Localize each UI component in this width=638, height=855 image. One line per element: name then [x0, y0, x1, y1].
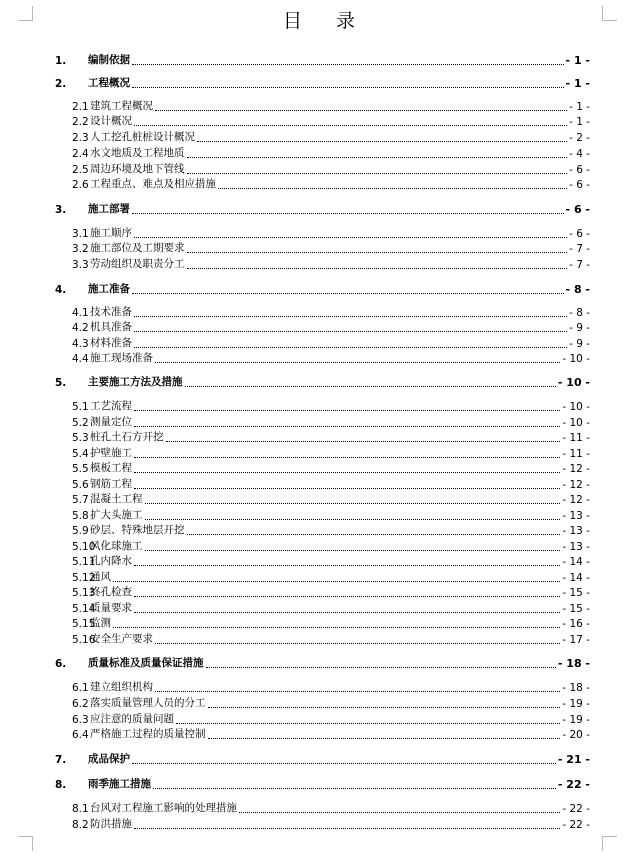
toc-entry-label: 混凝土工程: [90, 493, 143, 505]
dot-leader: [208, 697, 560, 708]
toc-entry-number: 3.3: [72, 259, 89, 271]
toc-entry[interactable]: [0, 161, 638, 177]
toc-entry-number: 8.2: [72, 819, 89, 831]
toc-entry-label: 扩大头施工: [90, 509, 143, 521]
dot-leader: [145, 540, 560, 551]
toc-entry-page: - 6 -: [569, 179, 590, 191]
toc-entry[interactable]: [0, 615, 638, 631]
toc-entry-number: 4.1: [72, 307, 89, 319]
toc-entry-page: - 8 -: [569, 307, 590, 319]
toc-entry-page: - 18 -: [557, 657, 590, 670]
dot-leader: [132, 283, 564, 294]
toc-entry-number: 6.2: [72, 698, 89, 710]
toc-entry-page: - 16 -: [562, 618, 590, 630]
toc-entry-page: - 14 -: [562, 556, 590, 568]
toc-entry-label: 护壁施工: [90, 447, 132, 459]
toc-entry-page: - 12 -: [562, 494, 590, 506]
dot-leader: [132, 753, 556, 764]
toc-entry-page: - 11 -: [562, 448, 590, 460]
toc-entry-number: 4.2: [72, 322, 89, 334]
toc-entry-label: 风化球施工: [90, 540, 143, 552]
toc-entry-page: - 1 -: [569, 116, 590, 128]
dot-leader: [134, 602, 560, 613]
dot-leader: [134, 555, 560, 566]
toc-entry-label: 终孔检查: [90, 586, 132, 598]
dot-leader: [134, 400, 560, 411]
toc-entry-page: - 22 -: [557, 778, 590, 791]
toc-entry[interactable]: [0, 584, 638, 600]
dot-leader: [155, 681, 560, 692]
dot-leader: [155, 352, 560, 363]
toc-entry-number: 4.: [55, 284, 67, 296]
toc-entry-label: 监测: [90, 617, 111, 629]
toc-entry[interactable]: [0, 507, 638, 523]
toc-entry[interactable]: [0, 414, 638, 430]
toc-entry-label: 砂层、特殊地层开挖: [90, 524, 185, 536]
toc-entry-label: 人工挖孔桩桩设计概况: [90, 131, 195, 143]
toc-entry-number: 8.: [55, 779, 67, 791]
dot-leader: [134, 416, 560, 427]
toc-entry[interactable]: [0, 553, 638, 569]
toc-entry-number: 3.2: [72, 243, 89, 255]
toc-entry-number: 5.8: [72, 510, 89, 522]
toc-entry-number: 2.6: [72, 179, 89, 191]
toc-entry-number: 1.: [55, 55, 67, 67]
toc-entry-page: - 6 -: [569, 164, 590, 176]
toc-entry-number: 3.: [55, 204, 67, 216]
toc-entry-number: 5.9: [72, 525, 89, 537]
toc-entry[interactable]: [0, 113, 638, 129]
toc-entry-page: - 13 -: [562, 525, 590, 537]
toc-entry-label: 钢筋工程: [90, 478, 132, 490]
toc-entry-page: - 12 -: [562, 479, 590, 491]
toc-entry-page: - 10 -: [562, 401, 590, 413]
toc-entry-page: - 10 -: [562, 417, 590, 429]
dot-leader: [113, 571, 560, 582]
toc-entry-number: 2.5: [72, 164, 89, 176]
toc-entry-page: - 13 -: [562, 541, 590, 553]
dot-leader: [113, 617, 560, 628]
toc-entry-page: - 6 -: [569, 228, 590, 240]
toc-entry-number: 5.5: [72, 463, 89, 475]
toc-entry-number: 5.16: [72, 634, 96, 646]
toc-entry-page: - 13 -: [562, 510, 590, 522]
toc-entry-label: 材料准备: [90, 337, 132, 349]
toc-entry-number: 5.4: [72, 448, 89, 460]
toc-entry-page: - 22 -: [562, 803, 590, 815]
dot-leader: [187, 242, 567, 253]
toc-entry[interactable]: [0, 75, 638, 91]
toc-entry[interactable]: [0, 655, 638, 671]
toc-entry[interactable]: [0, 445, 638, 461]
dot-leader: [155, 100, 567, 111]
dot-leader: [132, 54, 564, 65]
toc-entry-number: 5.6: [72, 479, 89, 491]
toc-entry[interactable]: [0, 569, 638, 585]
toc-entry-page: - 17 -: [562, 634, 590, 646]
toc-entry-label: 编制依据: [88, 54, 130, 66]
toc-entry[interactable]: [0, 751, 638, 767]
toc-entry[interactable]: [0, 335, 638, 351]
toc-entry[interactable]: [0, 679, 638, 695]
toc-entry[interactable]: [0, 491, 638, 507]
toc-entry-number: 2.3: [72, 132, 89, 144]
toc-entry-label: 工程重点、难点及相应措施: [90, 178, 216, 190]
toc-entry-label: 建筑工程概况: [90, 100, 153, 112]
toc-entry-label: 台风对工程施工影响的处理措施: [90, 802, 237, 814]
toc-entry-label: 落实质量管理人员的分工: [90, 697, 206, 709]
toc-entry-label: 雨季施工措施: [88, 778, 151, 790]
dot-leader: [134, 462, 560, 473]
toc-entry-label: 通风: [90, 571, 111, 583]
toc-entry[interactable]: [0, 726, 638, 742]
toc-entry[interactable]: [0, 240, 638, 256]
toc-entry-label: 桩孔土石方开挖: [90, 431, 164, 443]
dot-leader: [134, 818, 560, 829]
toc-entry-page: - 1 -: [569, 101, 590, 113]
toc-entry[interactable]: [0, 225, 638, 241]
toc-entry-page: - 1 -: [565, 77, 590, 90]
dot-leader: [153, 778, 556, 789]
toc-entry-number: 2.4: [72, 148, 89, 160]
toc-entry[interactable]: [0, 538, 638, 554]
toc-entry-label: 孔内降水: [90, 555, 132, 567]
toc-entry-page: - 20 -: [562, 729, 590, 741]
toc-entry[interactable]: [0, 460, 638, 476]
toc-entry-label: 工艺流程: [90, 400, 132, 412]
toc-entry[interactable]: [0, 304, 638, 320]
dot-leader: [187, 147, 567, 158]
toc-entry-label: 应注意的质量问题: [90, 713, 174, 725]
toc-entry-page: - 10 -: [557, 376, 590, 389]
toc-entry-page: - 7 -: [569, 259, 590, 271]
toc-entry-number: 5.13: [72, 587, 96, 599]
toc-entry-number: 6.3: [72, 714, 89, 726]
dot-leader: [134, 321, 567, 332]
toc-entry-label: 设计概况: [90, 115, 132, 127]
toc-entry-label: 测量定位: [90, 416, 132, 428]
toc-entry-number: 5.: [55, 377, 67, 389]
dot-leader: [208, 728, 560, 739]
dot-leader: [134, 115, 567, 126]
toc-entry-label: 机具准备: [90, 321, 132, 333]
toc-entry-number: 2.1: [72, 101, 89, 113]
dot-leader: [134, 478, 560, 489]
dot-leader: [176, 713, 560, 724]
toc-entry-page: - 22 -: [562, 819, 590, 831]
toc-entry-page: - 4 -: [569, 148, 590, 160]
toc-entry-page: - 8 -: [565, 283, 590, 296]
toc-entry-number: 6.1: [72, 682, 89, 694]
dot-leader: [187, 524, 560, 535]
toc-entry-number: 4.3: [72, 338, 89, 350]
toc-entry-number: 2.: [55, 78, 67, 90]
toc-entry-page: - 18 -: [562, 682, 590, 694]
toc-entry[interactable]: [0, 52, 638, 68]
toc-entry-label: 周边环境及地下管线: [90, 163, 185, 175]
dot-leader: [187, 258, 567, 269]
toc-entry-number: 5.11: [72, 556, 96, 568]
toc-entry[interactable]: [0, 98, 638, 114]
dot-leader: [134, 227, 567, 238]
toc-entry[interactable]: [0, 129, 638, 145]
toc-entry-number: 4.4: [72, 353, 89, 365]
toc-entry[interactable]: [0, 350, 638, 366]
toc-entry[interactable]: [0, 631, 638, 647]
dot-leader: [132, 77, 564, 88]
toc-entry[interactable]: [0, 800, 638, 816]
toc-entry-number: 5.2: [72, 417, 89, 429]
toc-entry-number: 6.: [55, 658, 67, 670]
toc-entry-number: 2.2: [72, 116, 89, 128]
dot-leader: [155, 633, 560, 644]
toc-entry-number: 7.: [55, 754, 67, 766]
toc-entry-label: 施工现场准备: [90, 352, 153, 364]
dot-leader: [239, 802, 560, 813]
toc-entry-page: - 1 -: [565, 54, 590, 67]
toc-entry-number: 8.1: [72, 803, 89, 815]
toc-entry[interactable]: [0, 522, 638, 538]
toc-entry-label: 防洪措施: [90, 818, 132, 830]
toc-entry-page: - 9 -: [569, 338, 590, 350]
toc-entry[interactable]: [0, 600, 638, 616]
toc-entry[interactable]: [0, 398, 638, 414]
toc-entry-label: 质量标准及质量保证措施: [88, 657, 204, 669]
toc-entry-label: 工程概况: [88, 77, 130, 89]
toc-entry-number: 6.4: [72, 729, 89, 741]
toc-entry[interactable]: [0, 476, 638, 492]
toc-entry[interactable]: [0, 695, 638, 711]
dot-leader: [187, 163, 567, 174]
toc-entry-number: 3.1: [72, 228, 89, 240]
toc-entry[interactable]: [0, 374, 638, 390]
dot-leader: [132, 203, 564, 214]
toc-entry-page: - 6 -: [565, 203, 590, 216]
toc-entry-label: 施工准备: [88, 283, 130, 295]
toc-entry-page: - 19 -: [562, 714, 590, 726]
toc-entry-number: 5.1: [72, 401, 89, 413]
toc-entry[interactable]: [0, 256, 638, 272]
toc-entry-page: - 12 -: [562, 463, 590, 475]
dot-leader: [134, 337, 567, 348]
toc-entry[interactable]: [0, 429, 638, 445]
dot-leader: [218, 178, 567, 189]
toc-entry-label: 安全生产要求: [90, 633, 153, 645]
toc-entry[interactable]: [0, 281, 638, 297]
toc-entry-number: 5.10: [72, 541, 96, 553]
toc-entry-label: 劳动组织及职责分工: [90, 258, 185, 270]
toc-entry-label: 水文地质及工程地质: [90, 147, 185, 159]
toc-entry-label: 质量要求: [90, 602, 132, 614]
toc-entry-page: - 19 -: [562, 698, 590, 710]
toc-entry-page: - 21 -: [557, 753, 590, 766]
toc-entry-label: 建立组织机构: [90, 681, 153, 693]
toc-entry-label: 施工顺序: [90, 227, 132, 239]
toc-entry-label: 模板工程: [90, 462, 132, 474]
toc-entry[interactable]: [0, 176, 638, 192]
dot-leader: [185, 376, 556, 387]
page-title: 目 录: [282, 10, 370, 32]
toc-entry-label: 施工部署: [88, 203, 130, 215]
toc-entry-number: 5.14: [72, 603, 96, 615]
toc-entry-number: 5.7: [72, 494, 89, 506]
toc-entry-page: - 7 -: [569, 243, 590, 255]
toc-entry[interactable]: [0, 711, 638, 727]
dot-leader: [134, 586, 560, 597]
dot-leader: [145, 509, 560, 520]
toc-entry[interactable]: [0, 201, 638, 217]
toc-entry-number: 5.12: [72, 572, 96, 584]
toc-entry-page: - 15 -: [562, 587, 590, 599]
toc-entry-page: - 15 -: [562, 603, 590, 615]
toc-entry-page: - 9 -: [569, 322, 590, 334]
dot-leader: [145, 493, 560, 504]
toc-entry[interactable]: [0, 319, 638, 335]
toc-entry[interactable]: [0, 776, 638, 792]
toc-entry-label: 技术准备: [90, 306, 132, 318]
toc-entry-page: - 2 -: [569, 132, 590, 144]
dot-leader: [134, 447, 560, 458]
toc-entry-page: - 10 -: [562, 353, 590, 365]
toc-entry[interactable]: [0, 145, 638, 161]
toc-entry-label: 施工部位及工期要求: [90, 242, 185, 254]
toc-entry-page: - 14 -: [562, 572, 590, 584]
dot-leader: [134, 306, 567, 317]
toc-entry[interactable]: [0, 816, 638, 832]
toc-entry-label: 主要施工方法及措施: [88, 376, 183, 388]
toc-entry-number: 5.3: [72, 432, 89, 444]
dot-leader: [206, 657, 556, 668]
toc-entry-page: - 11 -: [562, 432, 590, 444]
dot-leader: [166, 431, 560, 442]
toc-entry-label: 成品保护: [88, 753, 130, 765]
toc-entry-label: 严格施工过程的质量控制: [90, 728, 206, 740]
toc-entry-number: 5.15: [72, 618, 96, 630]
dot-leader: [197, 131, 567, 142]
